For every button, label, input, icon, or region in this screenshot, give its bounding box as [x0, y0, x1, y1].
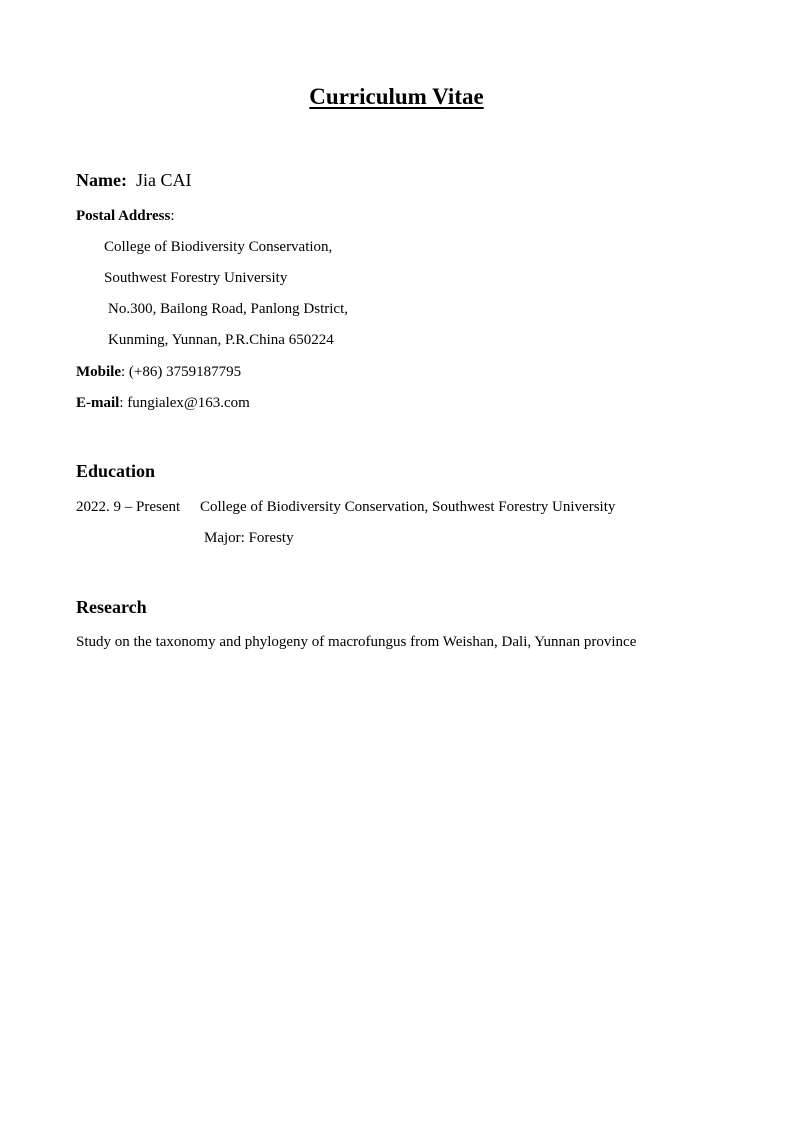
- education-heading: Education: [76, 461, 156, 481]
- name-row: [76, 169, 191, 191]
- name-separator: :: [120, 170, 127, 190]
- title-text: Curriculum Vitae: [309, 84, 484, 109]
- name-label: Name: [76, 170, 121, 190]
- postal-address-label: Postal Address: [76, 208, 171, 224]
- mobile-value: : (+86) 3759187795: [121, 364, 242, 380]
- mobile-label: Mobile: [76, 364, 121, 380]
- education-institution: College of Biodiversity Conservation, Southwest Forestry University: [200, 499, 616, 515]
- education-major: Major: Foresty: [204, 530, 294, 546]
- email-value: : fungialex@163.com: [119, 395, 250, 411]
- postal-address-row: [76, 206, 175, 226]
- mobile-row: [76, 362, 241, 382]
- name-value: Jia CAI: [135, 170, 192, 190]
- research-heading: Research: [76, 597, 147, 617]
- education-entry: [76, 497, 615, 517]
- email-label: E-mail: [76, 395, 120, 411]
- page-title: [0, 83, 793, 111]
- address-line: Kunming, Yunnan, P.R.China 650224: [108, 332, 334, 348]
- research-text: Study on the taxonomy and phylogeny of macrofungus from Weishan, Dali, Yunnan province: [76, 634, 637, 650]
- address-line: Southwest Forestry University: [104, 270, 288, 286]
- education-period: 2022. 9 – Present: [76, 499, 181, 515]
- address-line: College of Biodiversity Conservation,: [104, 239, 333, 255]
- postal-address-separator: :: [170, 208, 175, 224]
- email-row: [76, 393, 250, 413]
- address-line: No.300, Bailong Road, Panlong Dstrict,: [108, 301, 348, 317]
